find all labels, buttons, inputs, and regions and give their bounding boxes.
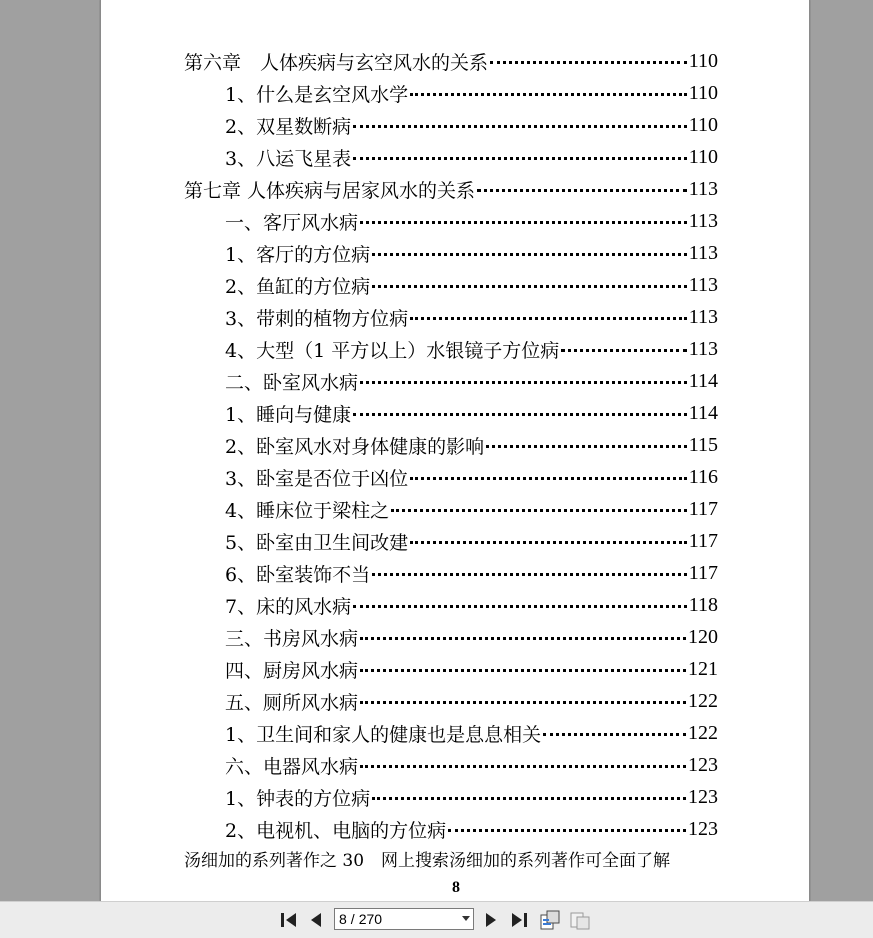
toc-entry [101,397,811,429]
toc-entry-page: 122 [688,689,718,712]
toc-dot-leader [372,253,687,256]
toc-entry-title: 三、书房风水病 [225,627,359,650]
toc-entry [101,493,811,525]
chevron-down-icon [462,916,470,921]
toc-entry-title: 2、鱼缸的方位病 [225,275,371,298]
toc-entry-title: 3、八运飞星表 [225,147,352,170]
two-page-view-icon [569,909,591,931]
toc-entry-title: 四、厨房风水病 [225,659,359,682]
toc-entry-title: 二、卧室风水病 [225,371,359,394]
next-page-button[interactable] [480,908,502,932]
viewer-toolbar [0,901,873,938]
toc-dot-leader [410,317,687,320]
toc-entry [101,269,811,301]
toc-entry-title: 1、睡向与健康 [225,403,352,426]
toc-entry [101,429,811,461]
toc-entry-page: 115 [688,433,718,456]
toc-entry-title: 3、卧室是否位于凶位 [225,467,409,490]
toc-entry-page: 123 [688,753,718,776]
document-page [100,0,810,901]
toc-entry-page: 113 [688,305,718,328]
toc-entry-page: 110 [688,113,718,136]
prev-page-icon [309,911,323,929]
toc-dot-leader [353,125,687,128]
toc-entry-page: 114 [688,369,718,392]
toc-entry-title: 4、睡床位于梁柱之 [225,499,390,522]
toc-entry [101,77,811,109]
current-page-value: 8 [339,911,347,927]
toc-entry [101,45,811,77]
toc-dot-leader [561,349,687,352]
toc-dot-leader [372,797,686,800]
toc-dot-leader [372,285,687,288]
toc-entry-page: 121 [688,657,718,680]
total-pages-value: 270 [358,911,383,927]
toc-entry [101,749,811,781]
next-page-icon [484,911,498,929]
toc-entry-page: 113 [688,209,718,232]
toc-dot-leader [448,829,686,832]
toc-entry-page: 113 [688,241,718,264]
footer-text: 汤细加的系列著作之 30 网上搜索汤细加的系列著作可全面了解 [184,851,671,871]
toc-entry-title: 第七章 人体疾病与居家风水的关系 [184,179,476,202]
toc-entry [101,653,811,685]
toc-entry-page: 120 [688,625,718,648]
toc-entry-title: 5、卧室由卫生间改建 [225,531,409,554]
toc-dot-leader [391,509,687,512]
toc-entry [101,813,811,845]
toc-entry [101,205,811,237]
toc-dot-leader [490,61,687,64]
toc-entry-page: 110 [688,145,718,168]
toc-entry-page: 114 [688,401,718,424]
toc-dot-leader [353,157,687,160]
toc-entry-page: 116 [688,465,718,488]
toc-entry-title: 1、什么是玄空风水学 [225,83,409,106]
toc-entry-title: 五、厕所风水病 [225,691,359,714]
toc-dot-leader [360,701,686,704]
toc-entry-title: 7、床的风水病 [225,595,352,618]
toc-entry-page: 117 [688,529,718,552]
first-page-icon [279,911,299,929]
toc-dot-leader [543,733,686,736]
toc-dot-leader [410,477,687,480]
toc-entry-title: 第六章 人体疾病与玄空风水的关系 [184,51,489,74]
toc-dot-leader [360,637,686,640]
toc-entry [101,237,811,269]
prev-page-button[interactable] [305,908,327,932]
toc-dot-leader [372,573,687,576]
toc-entry-title: 2、电视机、电脑的方位病 [225,819,447,842]
toc-entry [101,557,811,589]
toc-dot-leader [353,605,687,608]
toc-dot-leader [410,541,687,544]
toc-entry-title: 六、电器风水病 [225,755,359,778]
first-page-button[interactable] [278,908,300,932]
single-page-view-icon [539,909,561,931]
page-number-select[interactable] [334,908,474,930]
toc-entry-page: 118 [688,593,718,616]
last-page-icon [509,911,529,929]
toc-entry [101,461,811,493]
toc-entry-title: 1、钟表的方位病 [225,787,371,810]
toc-entry-title: 2、卧室风水对身体健康的影响 [225,435,485,458]
toc-entry-title: 3、带刺的植物方位病 [225,307,409,330]
toc-entry-page: 110 [688,49,718,72]
last-page-button[interactable] [508,908,530,932]
toc-entry-title: 一、客厅风水病 [225,211,359,234]
toc-dot-leader [360,221,687,224]
toc-entry [101,589,811,621]
toc-dot-leader [360,669,686,672]
toc-entry-page: 113 [688,273,718,296]
toc-entry-page: 123 [688,817,718,840]
toc-entry-page: 117 [688,561,718,584]
toc-entry-title: 2、双星数断病 [225,115,352,138]
toc-entry [101,621,811,653]
toc-dot-leader [486,445,687,448]
toc-dot-leader [360,765,686,768]
toc-entry [101,333,811,365]
toc-entry [101,141,811,173]
page-number: 8 [452,879,460,896]
toc-entry-title: 6、卧室装饰不当 [225,563,371,586]
toc-entry [101,685,811,717]
table-of-contents [101,45,811,845]
page-separator: / [350,911,355,927]
toc-entry-page: 123 [688,785,718,808]
toc-entry [101,781,811,813]
toc-entry [101,109,811,141]
toc-entry-title: 1、客厅的方位病 [225,243,371,266]
toc-entry-title: 4、大型（1 平方以上）水银镜子方位病 [225,339,560,362]
toc-entry [101,717,811,749]
toc-entry-page: 122 [688,721,718,744]
toc-entry-page: 113 [688,337,718,360]
toc-entry-page: 117 [688,497,718,520]
two-page-view-button[interactable] [569,908,591,932]
single-page-view-button[interactable] [539,908,561,932]
toc-entry [101,525,811,557]
toc-entry-page: 113 [688,177,718,200]
toc-dot-leader [410,93,687,96]
toc-entry-page: 110 [688,81,718,104]
toc-dot-leader [353,413,687,416]
toc-entry [101,301,811,333]
toc-entry-title: 1、卫生间和家人的健康也是息息相关 [225,723,542,746]
toc-dot-leader [477,189,687,192]
toc-entry [101,173,811,205]
toc-dot-leader [360,381,687,384]
toc-entry [101,365,811,397]
